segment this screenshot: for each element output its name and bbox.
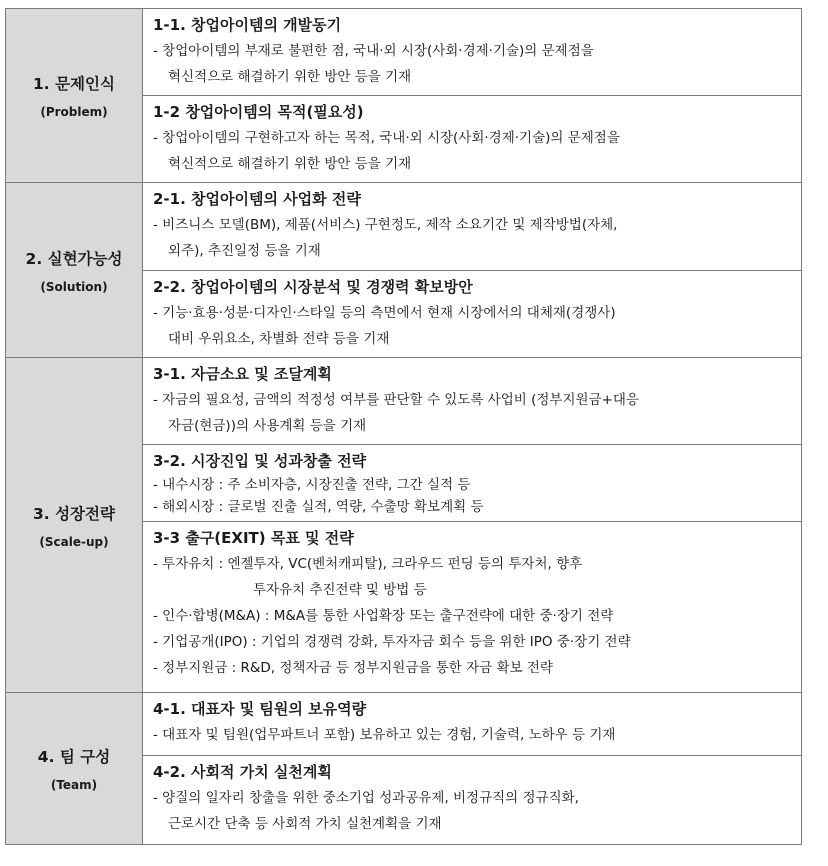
item-line: - 비즈니스 모델(BM), 제품(서비스) 구현정도, 제작 소요기간 및 제작방법(자체,	[153, 217, 618, 233]
item-line: - 투자유치 : 엔젤투자, VC(벤처캐피탈), 크라우드 펀딩 등의 투자처, 향후	[153, 556, 583, 572]
category-title: 2. 실현가능성	[25, 249, 123, 268]
item-title: 1-2 창업아이템의 목적(필요성)	[153, 103, 364, 121]
category-subtitle: (Solution)	[40, 279, 108, 294]
item-title: 4-1. 대표자 및 팀원의 보유역량	[153, 700, 367, 718]
item-line: - 창업아이템의 부재로 불편한 점, 국내·외 시장(사회·경제·기술)의 문제점을	[153, 43, 594, 59]
category-subtitle: (Team)	[50, 778, 98, 792]
item-line: - 창업아이템의 구현하고자 하는 목적, 국내·외 시장(사회·경제·기술)의 문제점을	[153, 130, 620, 146]
category-title: 1. 문제인식	[33, 75, 115, 93]
item-line: 혁신적으로 해결하기 위한 방안 등을 기재	[168, 156, 412, 172]
item-cell	[143, 522, 802, 693]
section-row-team	[6, 693, 802, 756]
item-title: 4-2. 사회적 가치 실천계획	[153, 763, 332, 781]
item-title: 3-1. 자금소요 및 조달계획	[153, 365, 332, 383]
item-line: - 인수·합병(M&A) : M&A를 통한 사업확장 또는 출구전략에 대한 중·장기 전략	[153, 608, 614, 624]
item-cell	[143, 693, 802, 756]
item-cell	[143, 756, 802, 845]
item-cell	[143, 96, 802, 183]
item-line: 혁신적으로 해결하기 위한 방안 등을 기재	[168, 69, 412, 85]
category-cell-solution	[6, 183, 143, 358]
item-line: - 정부지원금 : R&D, 정책자금 등 정부지원금을 통한 자금 확보 전략	[153, 660, 553, 676]
item-title: 3-2. 시장진입 및 성과창출 전략	[153, 452, 367, 470]
category-title: 3. 성장전략	[33, 504, 115, 523]
category-subtitle: (Scale-up)	[39, 534, 109, 549]
item-title: 2-2. 창업아이템의 시장분석 및 경쟁력 확보방안	[153, 278, 473, 296]
category-subtitle: (Problem)	[40, 105, 108, 119]
item-line: - 해외시장 : 글로벌 진출 실적, 역량, 수출망 확보계획 등	[153, 499, 484, 515]
category-title: 4. 팀 구성	[37, 748, 111, 766]
item-cell	[143, 271, 802, 358]
item-line: - 자금의 필요성, 금액의 적정성 여부를 판단할 수 있도록 사업비 (정부지원금+대응	[153, 392, 639, 408]
item-line: - 대표자 및 팀원(업무파트너 포함) 보유하고 있는 경험, 기술력, 노하우 등 기재	[153, 727, 616, 743]
item-cell	[143, 358, 802, 445]
item-line: 투자유치 추진전략 및 방법 등	[253, 582, 427, 598]
item-line: - 기업공개(IPO) : 기업의 경쟁력 강화, 투자자금 회수 등을 위한 IPO 중·장기 전략	[153, 634, 631, 650]
item-line: 대비 우위요소, 차별화 전략 등을 기재	[168, 331, 390, 347]
item-line: 외주), 추진일정 등을 기재	[168, 243, 321, 259]
section-row-problem	[6, 9, 802, 96]
item-title: 3-3 출구(EXIT) 목표 및 전략	[153, 529, 354, 547]
category-cell-problem	[6, 9, 143, 183]
section-row-scale-up	[6, 358, 802, 445]
item-line: - 기능·효용·성분·디자인·스타일 등의 측면에서 현재 시장에서의 대체재(경쟁사)	[153, 305, 616, 321]
item-cell	[143, 183, 802, 271]
item-line: - 양질의 일자리 창출을 위한 중소기업 성과공유제, 비정규직의 정규직화,	[153, 790, 579, 806]
section-row-solution	[6, 183, 802, 271]
category-cell-scale-up	[6, 358, 143, 693]
item-title: 1-1. 창업아이템의 개발동기	[153, 16, 342, 34]
business-plan-outline-table	[5, 8, 802, 845]
item-title: 2-1. 창업아이템의 사업화 전략	[153, 190, 361, 208]
item-line: - 내수시장 : 주 소비자층, 시장진출 전략, 그간 실적 등	[153, 477, 471, 493]
item-cell	[143, 9, 802, 96]
item-cell	[143, 445, 802, 522]
item-line: 자금(현금))의 사용계획 등을 기재	[168, 418, 367, 434]
item-line: 근로시간 단축 등 사회적 가치 실천계획을 기재	[168, 816, 442, 832]
category-cell-team	[6, 693, 143, 845]
